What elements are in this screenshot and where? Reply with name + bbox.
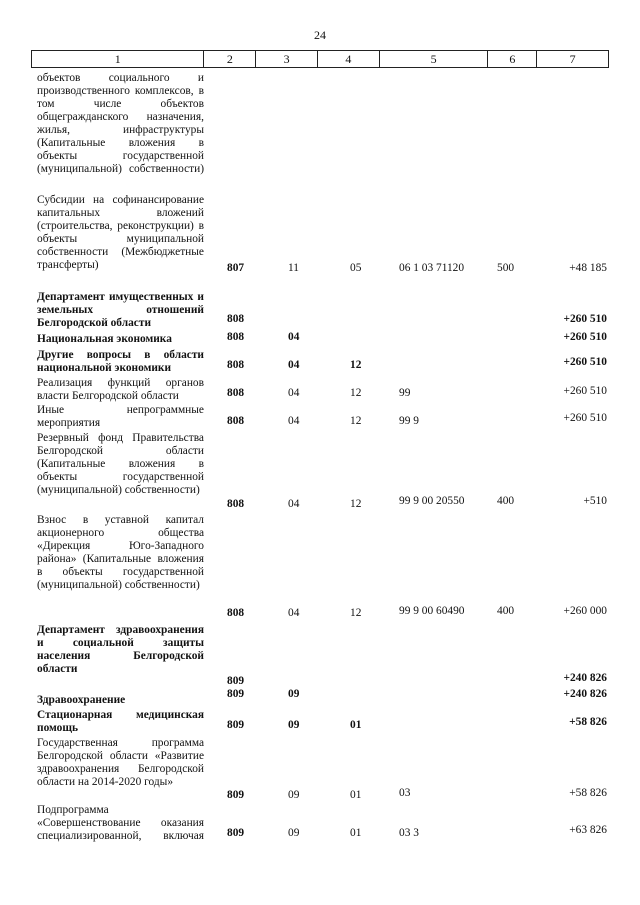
cell-ministry: 808: [227, 415, 245, 427]
header-col-2: 2: [204, 51, 256, 67]
cell-target-item: 06 1 03 71120: [399, 262, 465, 274]
cell-subsection: 01: [350, 719, 362, 731]
cell-subsection: 12: [350, 387, 362, 399]
cell-ministry: 808: [227, 498, 245, 510]
page-number: 24: [314, 28, 326, 42]
cell-ministry: 808: [227, 331, 245, 343]
header-col-1: 1: [32, 51, 204, 67]
cell-section: 04: [288, 415, 300, 427]
cell-expense-type: 400: [497, 605, 515, 617]
row-description: объектов социального и производственного комплексов, в том числе объектов общегражданского назначения, жилья, инфраструктуры (Капитальные вложения в объекты государственной (муниципальной) собственности): [37, 72, 204, 175]
header-col-4: 4: [318, 51, 380, 67]
row-description: Здравоохранение: [37, 694, 126, 706]
cell-ministry: 808: [227, 607, 245, 619]
cell-ministry: 809: [227, 789, 245, 801]
cell-amount: +260 510: [563, 356, 607, 368]
row-description: Национальная экономика: [37, 333, 172, 345]
cell-amount: +63 826: [569, 824, 607, 836]
cell-target-item: 99 9 00 20550: [399, 495, 465, 507]
cell-section: 04: [288, 359, 300, 371]
cell-expense-type: 400: [497, 495, 515, 507]
row-description: Субсидии на софинансирование капитальных вложений (строительства, реконструкции) в объекты муниципальной собственности (Межбюджетные трансферты): [37, 194, 204, 271]
cell-amount: +58 826: [569, 716, 607, 728]
cell-ministry: 809: [227, 719, 245, 731]
cell-target-item: 99: [399, 387, 411, 399]
cell-section: 09: [288, 789, 300, 801]
cell-section: 04: [288, 498, 300, 510]
cell-amount: +260 510: [563, 385, 607, 397]
cell-section: 04: [288, 387, 300, 399]
cell-subsection: 01: [350, 827, 362, 839]
row-description: Государственная программа Белгородской области «Развитие здравоохранения Белгородской области на 2014-2020 годы»: [37, 737, 204, 788]
table-header: [31, 50, 609, 68]
header-col-3: 3: [256, 51, 318, 67]
cell-amount: +58 826: [569, 787, 607, 799]
row-description: Департамент имущественных и земельных отношений Белгородской области: [37, 291, 204, 329]
cell-subsection: 12: [350, 415, 362, 427]
cell-amount: +48 185: [569, 262, 607, 274]
cell-section: 09: [288, 827, 300, 839]
cell-subsection: 12: [350, 359, 362, 371]
cell-ministry: 808: [227, 387, 245, 399]
cell-section: 04: [288, 331, 300, 343]
cell-amount: +260 510: [563, 313, 607, 325]
cell-section: 09: [288, 688, 300, 700]
cell-subsection: 05: [350, 262, 362, 274]
cell-ministry: 808: [227, 313, 245, 325]
cell-expense-type: 500: [497, 262, 515, 274]
row-description: Стационарная медицинская помощь: [37, 709, 204, 734]
row-description: Подпрограмма «Совершенствование оказания специализированной, включая: [37, 804, 204, 842]
cell-section: 11: [288, 262, 299, 274]
row-description: Резервный фонд Правительства Белгородской области (Капитальные вложения в объекты государственной (муниципальной) собственности): [37, 432, 204, 496]
cell-subsection: 12: [350, 607, 362, 619]
header-col-5: 5: [380, 51, 489, 67]
cell-subsection: 01: [350, 789, 362, 801]
cell-ministry: 807: [227, 262, 245, 274]
cell-section: 04: [288, 607, 300, 619]
cell-ministry: 808: [227, 359, 245, 371]
header-col-6: 6: [488, 51, 537, 67]
cell-target-item: 03 3: [399, 827, 419, 839]
cell-target-item: 03: [399, 787, 411, 799]
cell-amount: +240 826: [563, 672, 607, 684]
row-description: Реализация функций органов власти Белгородской области: [37, 377, 204, 402]
cell-amount: +510: [583, 495, 607, 507]
row-description: Департамент здравоохранения и социальной защиты населения Белгородской области: [37, 624, 204, 675]
cell-amount: +240 826: [563, 688, 607, 700]
cell-amount: +260 510: [563, 412, 607, 424]
cell-ministry: 809: [227, 827, 245, 839]
cell-section: 09: [288, 719, 300, 731]
row-description: Взнос в уставной капитал акционерного общества «Дирекция Юго-Западного района» (Капитальные вложения в объекты государственной (муниципальной) собственности): [37, 514, 204, 591]
cell-ministry: 809: [227, 688, 245, 700]
header-col-7: 7: [569, 52, 576, 66]
cell-amount: +260 000: [563, 605, 607, 617]
cell-target-item: 99 9: [399, 415, 419, 427]
cell-target-item: 99 9 00 60490: [399, 605, 465, 617]
cell-ministry: 809: [227, 675, 245, 687]
row-description: Другие вопросы в области национальной экономики: [37, 349, 204, 374]
cell-amount: +260 510: [563, 331, 607, 343]
cell-subsection: 12: [350, 498, 362, 510]
row-description: Иные непрограммные мероприятия: [37, 404, 204, 429]
